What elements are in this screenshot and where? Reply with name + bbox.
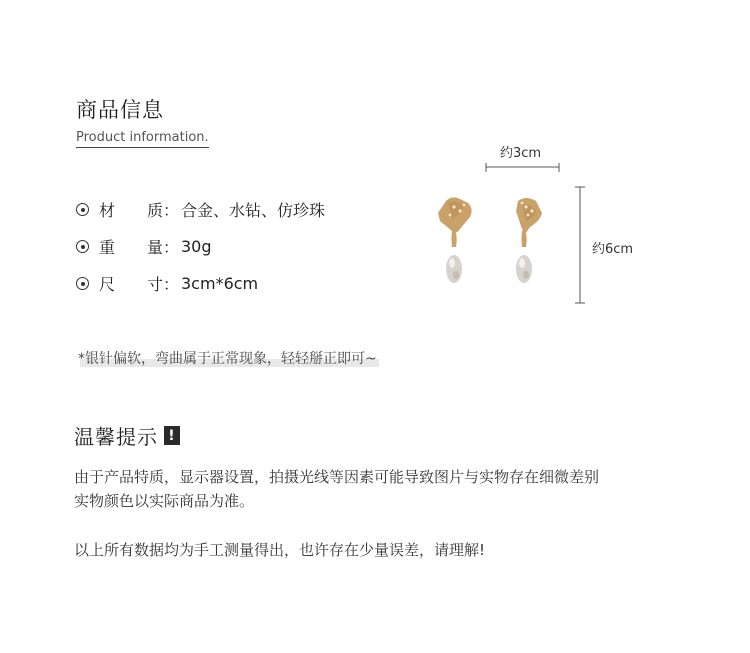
dimension-height-label: 约6cm: [592, 242, 634, 257]
bullet-icon: [76, 240, 89, 253]
tips-title: [74, 421, 180, 450]
dimension-width-label: 约3cm: [500, 146, 542, 161]
height-dimension-line: [575, 187, 585, 303]
bullet-icon: [76, 203, 89, 216]
spec-value: 3cm*6cm: [181, 274, 259, 293]
bullet-icon: [76, 277, 89, 290]
tips-title-text: 温馨提示: [74, 425, 158, 449]
earring-right: [516, 198, 542, 283]
spec-value: 30g: [181, 237, 212, 256]
warning-icon: !: [164, 426, 180, 445]
earring-left: [438, 197, 472, 283]
section-title: 商品信息: [76, 98, 164, 122]
spec-weight: [76, 235, 212, 258]
spec-label: 尺 寸：: [99, 275, 180, 294]
spec-label: 材 质：: [99, 201, 180, 220]
spec-value: 合金、水钻、仿珍珠: [181, 201, 326, 220]
spec-size: [76, 272, 258, 295]
care-note: [78, 348, 377, 368]
earrings-image: [430, 155, 590, 307]
tips-paragraph: 由于产品特质，显示器设置，拍摄光线等因素可能导致图片与实物存在细微差别: [74, 468, 600, 486]
tips-paragraph: 以上所有数据均为手工测量得出，也许存在少量误差，请理解!: [74, 541, 486, 559]
spec-material: [76, 198, 325, 221]
spec-label: 重 量：: [99, 238, 180, 257]
section-subtitle: Product information.: [76, 130, 209, 148]
care-note-text: *银针偏软，弯曲属于正常现象，轻轻掰正即可~: [78, 351, 377, 367]
tips-paragraph: 实物颜色以实际商品为准。: [74, 492, 255, 510]
width-dimension-line: [486, 163, 559, 172]
